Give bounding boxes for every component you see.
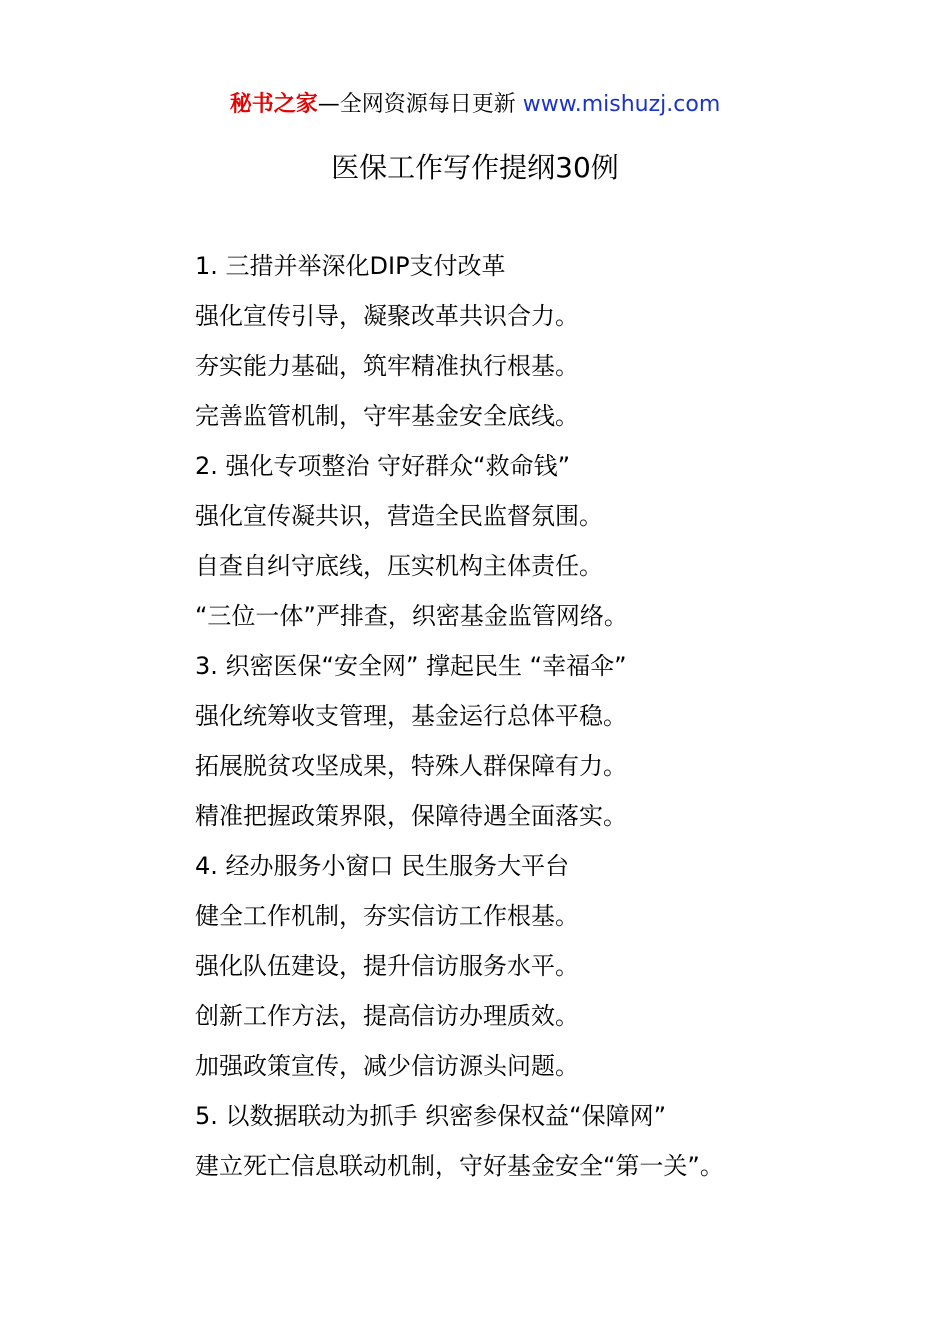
body-line: 完善监管机制，守牢基金安全底线。 <box>195 402 579 430</box>
document-title: 医保工作写作提纲30例 <box>331 151 619 184</box>
body-line: 建立死亡信息联动机制，守好基金安全“第一关”。 <box>195 1152 724 1180</box>
body-line: 精准把握政策界限，保障待遇全面落实。 <box>195 802 627 830</box>
brand-name: 秘书之家 <box>229 92 318 117</box>
body-line: 强化统筹收支管理，基金运行总体平稳。 <box>195 702 627 730</box>
body-line: 自查自纠守底线，压实机构主体责任。 <box>195 552 603 580</box>
section-heading: 2. 强化专项整治 守好群众“救命钱” <box>195 452 571 480</box>
body-line: 夯实能力基础，筑牢精准执行根基。 <box>195 352 579 380</box>
body-line: 强化宣传引导，凝聚改革共识合力。 <box>195 302 579 330</box>
body-line: 拓展脱贫攻坚成果，特殊人群保障有力。 <box>195 752 627 780</box>
body-line: 加强政策宣传，减少信访源头问题。 <box>195 1052 579 1080</box>
section-heading: 1. 三措并举深化DIP支付改革 <box>195 252 506 280</box>
section-heading: 4. 经办服务小窗口 民生服务大平台 <box>195 852 570 880</box>
body-line: 创新工作方法，提高信访办理质效。 <box>195 1002 579 1030</box>
site-header <box>0 88 950 122</box>
body-line: 强化宣传凝共识，营造全民监督氛围。 <box>195 502 603 530</box>
site-url-link[interactable]: www.mishuzj.com <box>522 92 721 117</box>
section-heading: 3. 织密医保“安全网” 撑起民生 “幸福伞” <box>195 652 627 680</box>
body-line: 强化队伍建设，提升信访服务水平。 <box>195 952 579 980</box>
section-heading: 5. 以数据联动为抓手 织密参保权益“保障网” <box>195 1102 667 1130</box>
body-line: 健全工作机制，夯实信访工作根基。 <box>195 902 579 930</box>
document-body <box>195 246 895 1196</box>
body-line: “三位一体”严排查，织密基金监管网络。 <box>195 602 628 630</box>
header-tagline: —全网资源每日更新 <box>317 92 523 117</box>
